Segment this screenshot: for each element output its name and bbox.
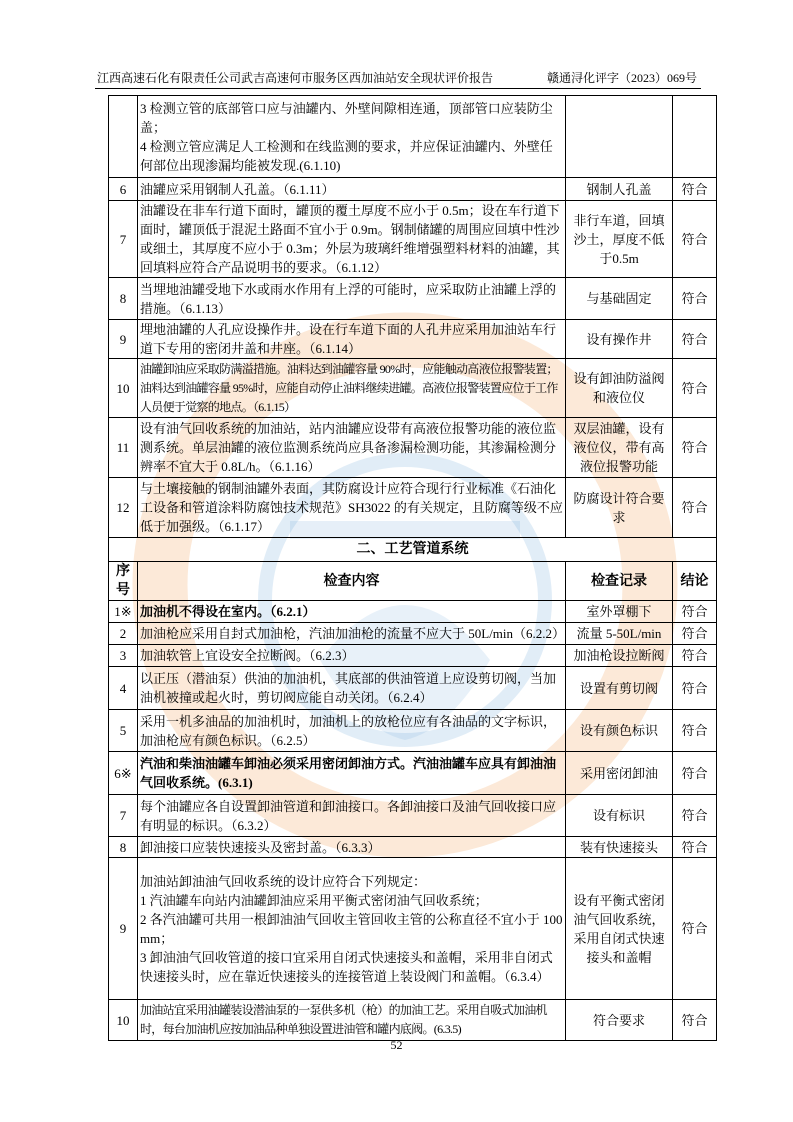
- conclusion: 符合: [673, 320, 717, 359]
- content-paragraph: 1 汽油罐车向站内油罐卸油应采用平衡式密闭油气回收系统；: [140, 892, 488, 908]
- section-title: 二、工艺管道系统: [109, 538, 717, 562]
- conclusion: 符合: [673, 601, 717, 623]
- item-number: 2: [109, 623, 138, 645]
- table-row: [109, 667, 717, 710]
- check-content: 油罐应采用钢制人孔盖。（6.1.11）: [138, 178, 566, 201]
- check-record: 设有标识: [566, 795, 673, 837]
- table-row: [109, 96, 717, 178]
- content-paragraph: 3 卸油油气回收管道的接口宜采用自闭式快速接头和盖帽，采用非自闭式快速接头时，应在靠近快速接头的连接管道上装设阀门和盖帽。（6.3.4）: [140, 949, 553, 984]
- check-record: 装有快速接头: [566, 837, 673, 858]
- table-row: [109, 795, 717, 837]
- item-number: 8: [109, 278, 138, 320]
- check-record: 钢制人孔盖: [566, 178, 673, 201]
- check-record: 符合要求: [566, 1000, 673, 1041]
- item-number: 7: [109, 201, 138, 278]
- table-row: [109, 645, 717, 667]
- item-number: 5: [109, 710, 138, 752]
- item-number: 4: [109, 667, 138, 710]
- item-number: [109, 96, 138, 178]
- item-number: 6: [109, 178, 138, 201]
- conclusion: 符合: [673, 1000, 717, 1041]
- check-record: 设有平衡式密闭油气回收系统，采用自闭式快速接头和盖帽: [566, 858, 673, 1000]
- content-paragraph: 加油站卸油油气回收系统的设计应符合下列规定：: [140, 873, 427, 889]
- check-record: 室外罩棚下: [566, 601, 673, 623]
- check-content: 汽油和柴油油罐车卸油必须采用密闭卸油方式。汽油油罐车应具有卸油油气回收系统。(6.3.1): [138, 752, 566, 795]
- check-record: 设有卸油防溢阀和液位仪: [566, 359, 673, 418]
- item-number: 9: [109, 320, 138, 359]
- table-row: [109, 601, 717, 623]
- check-record: 设有颜色标识: [566, 710, 673, 752]
- table-row: [109, 201, 717, 278]
- check-record: 非行车道，回填沙土，厚度不低于0.5m: [566, 201, 673, 278]
- table-row: [109, 752, 717, 795]
- check-record: 设置有剪切阀: [566, 667, 673, 710]
- table-row: [109, 359, 717, 418]
- column-header-number: 序号: [109, 562, 138, 601]
- check-record: 流量 5-50L/min: [566, 623, 673, 645]
- check-content: [138, 858, 566, 1000]
- item-number: 6※: [109, 752, 138, 795]
- conclusion: 符合: [673, 752, 717, 795]
- column-header-conclusion: 结论: [673, 562, 717, 601]
- item-number: 8: [109, 837, 138, 858]
- check-content: 加油软管上宜设安全拉断阀。（6.2.3）: [138, 645, 566, 667]
- conclusion: 符合: [673, 858, 717, 1000]
- running-header: [95, 70, 701, 89]
- item-number: 3: [109, 645, 138, 667]
- conclusion: [673, 96, 717, 178]
- report-title: 江西高速石化有限责任公司武吉高速何市服务区西加油站安全现状评价报告: [97, 71, 494, 85]
- check-content: 每个油罐应各自设置卸油管道和卸油接口。各卸油接口及油气回收接口应有明显的标识。（6.3.2）: [138, 795, 566, 837]
- conclusion: 符合: [673, 837, 717, 858]
- page-number: 52: [390, 1038, 403, 1052]
- item-number: 1※: [109, 601, 138, 623]
- table-row: [109, 710, 717, 752]
- report-number: 赣通浔化评字（2023）069号: [546, 71, 697, 85]
- check-record: 采用密闭卸油: [566, 752, 673, 795]
- check-content: 埋地油罐的人孔应设操作井。设在行车道下面的人孔井应采用加油站车行道下专用的密闭井盖和井座。（6.1.14）: [138, 320, 566, 359]
- check-record: 防腐设计符合要求: [566, 478, 673, 538]
- check-record: 设有操作井: [566, 320, 673, 359]
- conclusion: 符合: [673, 201, 717, 278]
- content-paragraph: 2 各汽油罐可共用一根卸油油气回收主管回收主管的公称直径不宜小于 100mm；: [140, 911, 563, 946]
- conclusion: 符合: [673, 645, 717, 667]
- inspection-table: [108, 95, 717, 1041]
- table-row: [109, 478, 717, 538]
- check-content: 当埋地油罐受地下水或雨水作用有上浮的可能时，应采取防止油罐上浮的措施。（6.1.13）: [138, 278, 566, 320]
- conclusion: 符合: [673, 478, 717, 538]
- item-number: 9: [109, 858, 138, 1000]
- conclusion: 符合: [673, 795, 717, 837]
- table-row: [109, 1000, 717, 1041]
- item-number: 10: [109, 359, 138, 418]
- table-row: [109, 418, 717, 478]
- check-content: 加油机不得设在室内。（6.2.1）: [138, 601, 566, 623]
- section-row: [109, 538, 717, 562]
- column-header-content: 检查内容: [138, 562, 566, 601]
- item-number: 10: [109, 1000, 138, 1041]
- table-row: [109, 320, 717, 359]
- table-row: [109, 858, 717, 1000]
- check-record: 与基础固定: [566, 278, 673, 320]
- conclusion: 符合: [673, 623, 717, 645]
- check-record: 加油枪设拉断阀: [566, 645, 673, 667]
- conclusion: 符合: [673, 359, 717, 418]
- check-content: 以正压（潜油泵）供油的加油机，其底部的供油管道上应设剪切阀，当加油机被撞或起火时，剪切阀应能自动关闭。（6.2.4）: [138, 667, 566, 710]
- item-number: 7: [109, 795, 138, 837]
- check-record: [566, 96, 673, 178]
- item-number: 11: [109, 418, 138, 478]
- content-paragraph: 4 检测立管应满足人工检测和在线监测的要求，并应保证油罐内、外壁任何部位出现渗漏均能被发现.(6.1.10): [140, 138, 553, 173]
- check-record: 双层油罐，设有液位仪，带有高液位报警功能: [566, 418, 673, 478]
- column-header-row: [109, 562, 717, 601]
- check-content: 卸油接口应装快速接头及密封盖。（6.3.3）: [138, 837, 566, 858]
- check-content: 加油站宜采用油罐装设潜油泵的一泵供多机（枪）的加油工艺。采用自吸式加油机时，每台加油机应按加油品种单独设置进油管和罐内底阀。(6.3.5): [138, 1000, 566, 1041]
- table-row: [109, 278, 717, 320]
- check-content: 设有油气回收系统的加油站，站内油罐应设带有高液位报警功能的液位监测系统。单层油罐的液位监测系统尚应具备渗漏检测功能，其渗漏检测分辨率不宜大于 0.8L/h。（6.1.16）: [138, 418, 566, 478]
- check-content: [138, 96, 566, 178]
- check-content: 加油枪应采用自封式加油枪，汽油加油枪的流量不应大于 50L/min（6.2.2）: [138, 623, 566, 645]
- conclusion: 符合: [673, 178, 717, 201]
- check-content: 采用一机多油品的加油机时，加油机上的放枪位应有各油品的文字标识，加油枪应有颜色标识。（6.2.5）: [138, 710, 566, 752]
- check-content: 油罐卸油应采取防满溢措施。油料达到油罐容量 90%时，应能触动高液位报警装置；油料达到油罐容量 95%时，应能自动停止油料继续进罐。高液位报警装置应位于工作人员便于觉察的地点。（6.1.15）: [138, 359, 566, 418]
- content-paragraph: 3 检测立管的底部管口应与油罐内、外壁间隙相连通，顶部管口应装防尘盖；: [140, 100, 553, 135]
- table-row: [109, 623, 717, 645]
- conclusion: 符合: [673, 710, 717, 752]
- column-header-record: 检查记录: [566, 562, 673, 601]
- check-content: 油罐设在非车行道下面时，罐顶的覆土厚度不应小于 0.5m；设在车行道下面时，罐顶低于混泥土路面不宜小于 0.9m。钢制储罐的周围应回填中性沙或细土，其厚度不应小于 0.3m；外层为玻璃纤维增强塑料材料的油罐，其回填料应符合产品说明书的要求。（6.1.12）: [138, 201, 566, 278]
- table-row: [109, 837, 717, 858]
- item-number: 12: [109, 478, 138, 538]
- check-content: 与土壤接触的钢制油罐外表面，其防腐设计应符合现行行业标准《石油化工设备和管道涂料防腐蚀技术规范》SH3022 的有关规定，且防腐等级不应低于加强级。（6.1.17）: [138, 478, 566, 538]
- conclusion: 符合: [673, 418, 717, 478]
- conclusion: 符合: [673, 667, 717, 710]
- conclusion: 符合: [673, 278, 717, 320]
- table-row: [109, 178, 717, 201]
